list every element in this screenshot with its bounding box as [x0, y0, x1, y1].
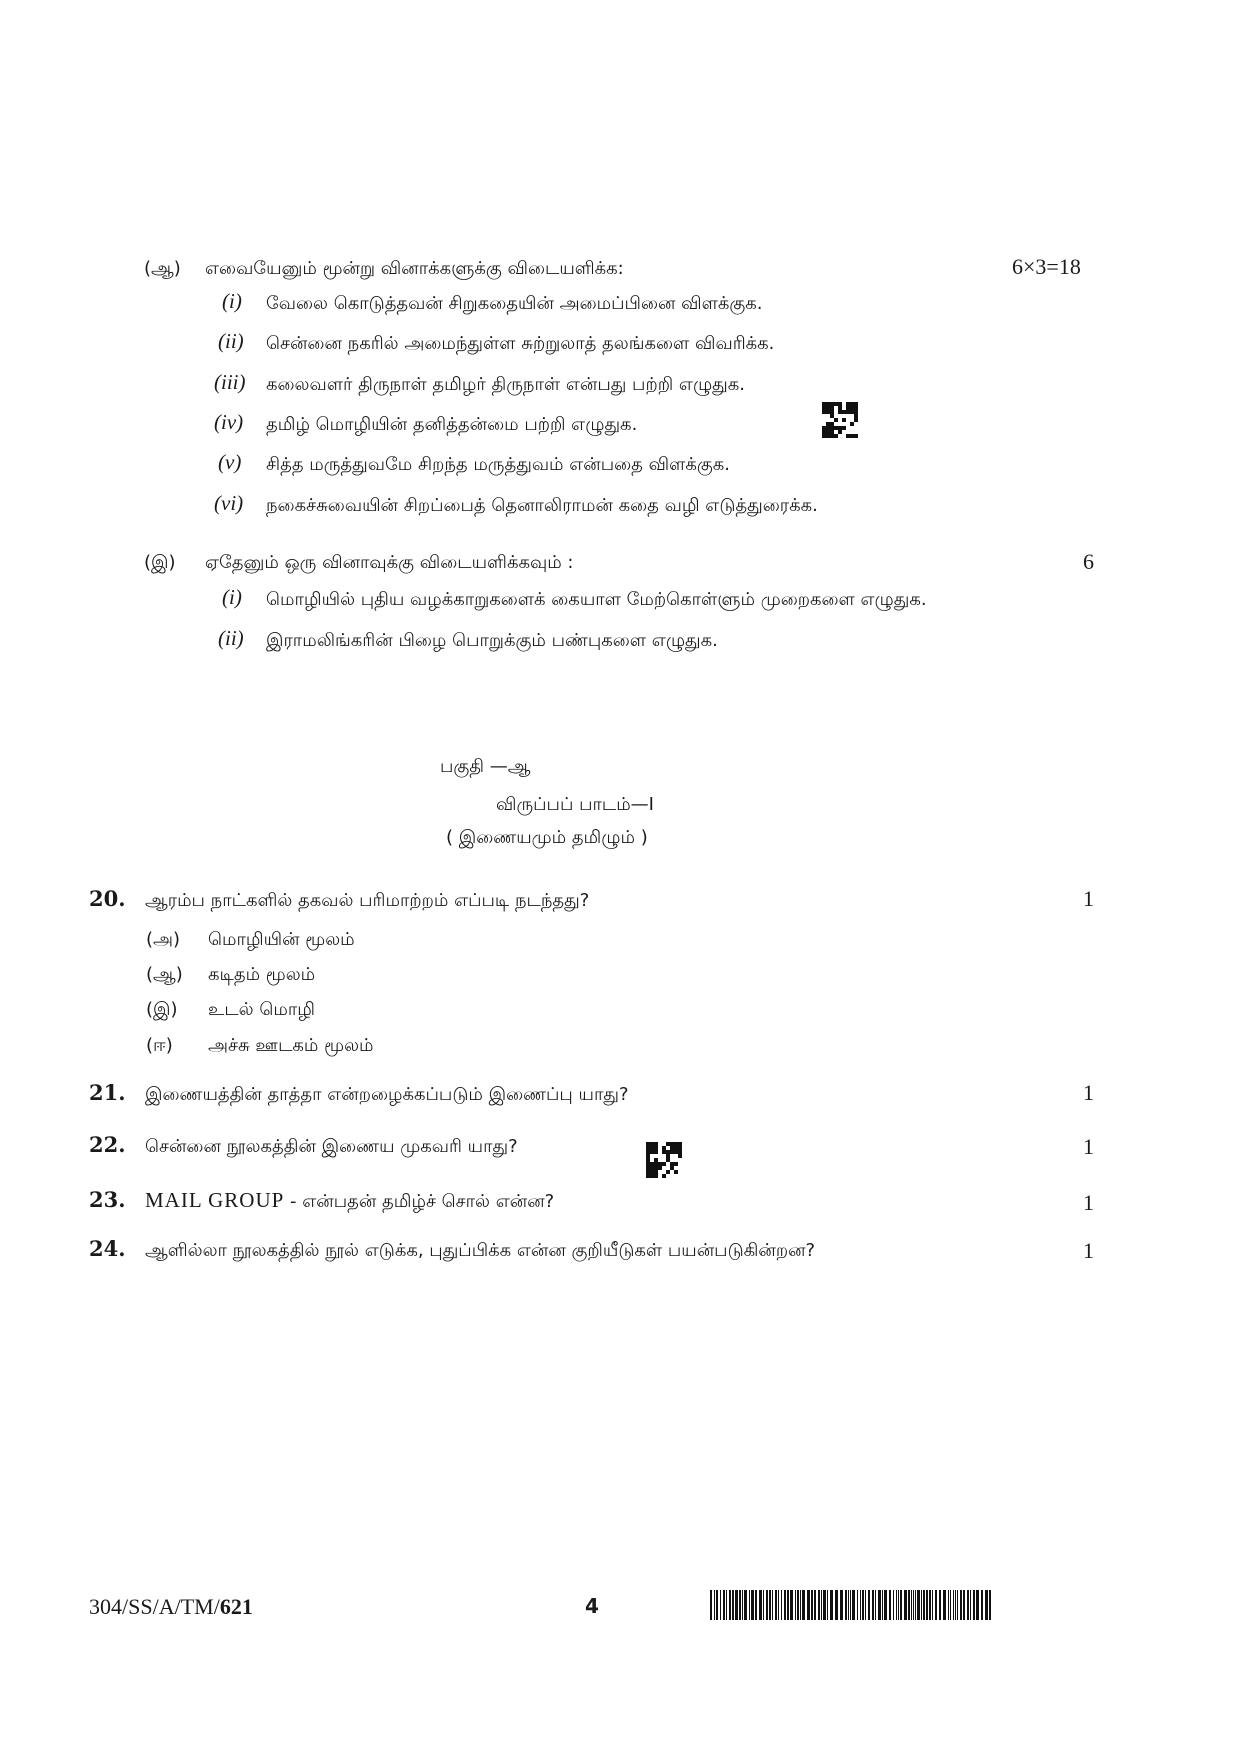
item-text: நகைச்சுவையின் சிறப்பைத் தெனாலிராமன் கதை வழி எடுத்துரைக்க.: [266, 495, 818, 516]
item-number: (vi): [214, 491, 244, 515]
section-i-label: (இ): [144, 552, 176, 573]
option-label: (இ): [146, 999, 178, 1020]
question-number: 23.: [89, 1187, 126, 1212]
option-label: (ஆ): [146, 964, 183, 985]
section-i-heading: ஏதேனும் ஒரு வினாவுக்கு விடையளிக்கவும் :: [205, 552, 574, 573]
qr-code-icon: [646, 1142, 682, 1178]
option-text: உடல் மொழி: [208, 999, 315, 1020]
question-text: ஆரம்ப நாட்களில் தகவல் பரிமாற்றம் எப்படி நடந்தது?: [145, 890, 590, 911]
option-text: அச்சு ஊடகம் மூலம்: [208, 1035, 374, 1056]
question-text: ஆளில்லா நூலகத்தில் நூல் எடுக்க, புதுப்பிக்க என்ன குறியீடுகள் பயன்படுகின்றன?: [145, 1240, 816, 1261]
section-aa-heading: எவையேனும் மூன்று வினாக்களுக்கு விடையளிக்க:: [205, 258, 624, 279]
topic-heading: ( இணையமும் தமிழும் ): [446, 827, 648, 848]
footer-code-prefix: 304/SS/A/TM/: [89, 1594, 220, 1619]
subject-heading: விருப்பப் பாடம்—I: [496, 794, 654, 815]
footer-paper-code: [89, 1594, 253, 1620]
option-label: (அ): [146, 929, 181, 950]
item-number: (i): [222, 289, 242, 313]
question-number: 22.: [89, 1132, 126, 1157]
question-number: 20.: [89, 886, 126, 911]
question-marks: 1: [1083, 1134, 1094, 1159]
item-text: மொழியில் புதிய வழக்காறுகளைக் கையாள மேற்கொள்ளும் முறைகளை எழுதுக.: [266, 589, 927, 610]
question-marks: 1: [1083, 886, 1094, 911]
question-marks: 1: [1083, 1080, 1094, 1105]
section-i-marks: 6: [1083, 549, 1094, 574]
question-text-latin: MAIL GROUP: [145, 1188, 285, 1212]
section-aa-label: (ஆ): [144, 258, 181, 279]
item-text: கலைவளர் திருநாள் தமிழர் திருநாள் என்பது பற்றி எழுதுக.: [266, 374, 746, 395]
item-text: தமிழ் மொழியின் தனித்தன்மை பற்றி எழுதுக.: [266, 414, 638, 435]
item-text: சித்த மருத்துவமே சிறந்த மருத்துவம் என்பதை விளக்குக.: [266, 454, 730, 475]
question-marks: 1: [1083, 1238, 1094, 1263]
item-text: வேலை கொடுத்தவன் சிறுகதையின் அமைப்பினை விளக்குக.: [266, 293, 763, 314]
option-text: மொழியின் மூலம்: [208, 929, 355, 950]
item-number: (ii): [218, 626, 244, 650]
question-text: இணையத்தின் தாத்தா என்றழைக்கப்படும் இணைப்பு யாது?: [145, 1084, 629, 1105]
page-number: 4: [585, 1594, 599, 1618]
item-text: சென்னை நகரில் அமைந்துள்ள சுற்றுலாத் தலங்களை விவரிக்க.: [266, 333, 775, 354]
footer-code-number: 621: [219, 1594, 253, 1619]
item-text: இராமலிங்கரின் பிழை பொறுக்கும் பண்புகளை எழுதுக.: [266, 630, 718, 651]
section-aa-marks: 6×3=18: [1012, 254, 1081, 279]
item-number: (iii): [214, 370, 246, 394]
qr-code-icon: [822, 402, 858, 438]
question-text: சென்னை நூலகத்தின் இணைய முகவரி யாது?: [145, 1136, 518, 1157]
option-label: (ஈ): [146, 1035, 173, 1056]
item-number: (i): [222, 585, 242, 609]
barcode-icon: [710, 1590, 996, 1620]
question-number: 21.: [89, 1080, 126, 1105]
item-number: (v): [218, 450, 242, 474]
question-marks: 1: [1083, 1190, 1094, 1215]
item-number: (ii): [218, 329, 244, 353]
question-text: - என்பதன் தமிழ்ச் சொல் என்ன?: [284, 1191, 555, 1212]
option-text: கடிதம் மூலம்: [208, 964, 316, 985]
item-number: (iv): [214, 410, 244, 434]
question-number: 24.: [89, 1236, 126, 1261]
part-heading: பகுதி —ஆ: [440, 756, 531, 777]
